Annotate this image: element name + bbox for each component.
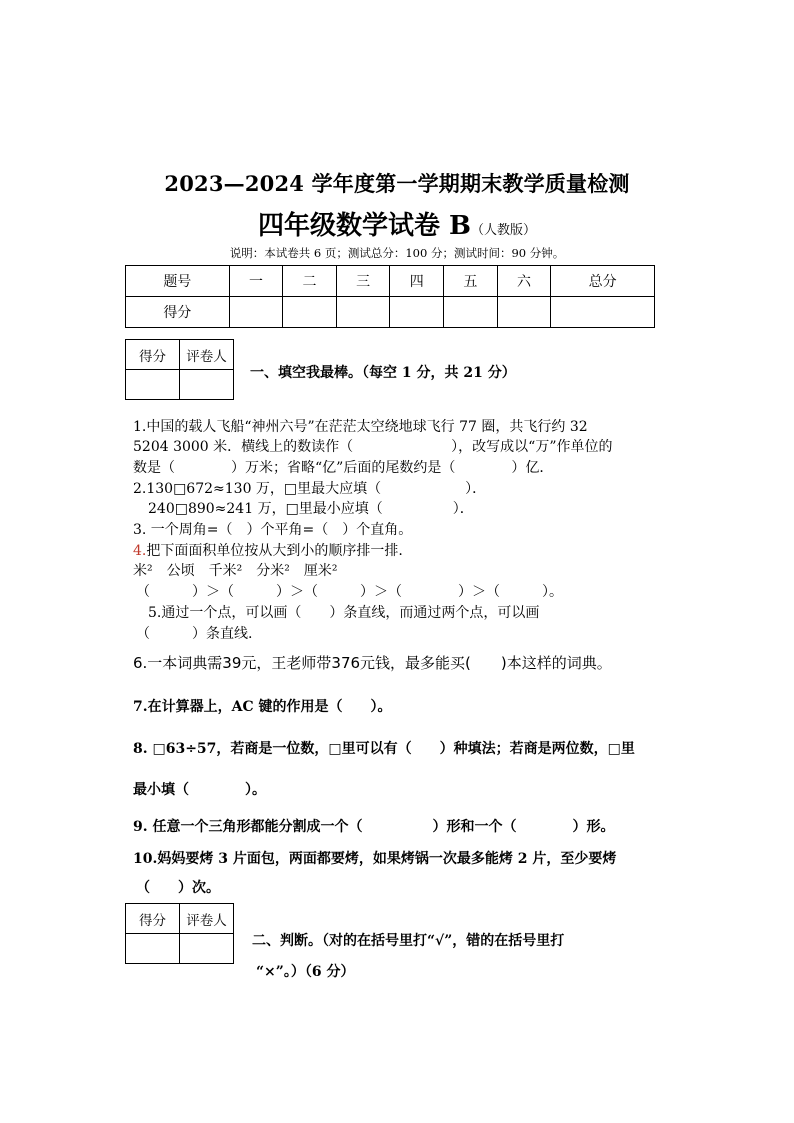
section1-heading: 一、填空我最棒。（每空 1 分，共 21 分） (250, 365, 516, 381)
score-entry-cell (336, 297, 390, 328)
grader-name-label: 评卷人 (180, 904, 234, 934)
score-table (125, 265, 655, 328)
grader-score-label: 得分 (126, 904, 180, 934)
score-cell: 题号 (126, 266, 230, 297)
exam-title: 2023—2024 学年度第一学期期末教学质量检测 (164, 171, 630, 196)
q6: 6.一本词典需39元，王老师带376元钱，最多能买( )本这样的词典。 (133, 654, 612, 672)
grader-box-section2 (125, 903, 234, 964)
q3: 3. 一个周角=（ ）个平角=（ ）个直角。 (133, 522, 413, 538)
q4-number: 4. (133, 543, 147, 559)
q9: 9. 任意一个三角形都能分割成一个（ ）形和一个（ ）形。 (133, 819, 615, 835)
q1-line1: 1.中国的载人飞船“神州六号”在茫茫太空绕地球飞行 77 圈，共飞行约 32 (133, 419, 588, 435)
q8-line1: 8. □63÷57，若商是一位数，□里可以有（ ）种填法；若商是两位数，□里 (133, 741, 635, 757)
q8-line2: 最小填（ ）。 (133, 782, 266, 798)
q5-line1: 5.通过一个点，可以画（ ）条直线，而通过两个点，可以画 (148, 605, 540, 621)
q2-line1: 2.130□672≈130 万，□里最大应填（ ）． (133, 481, 487, 497)
score-cell: 三 (336, 266, 390, 297)
q4-blanks: （ ）＞（ ）＞（ ）＞（ ）＞（ ）。 (136, 584, 563, 600)
q2-line2: 240□890≈241 万，□里最小应填（ ）． (148, 501, 474, 517)
subtitle-text: 四年级数学试卷 B (257, 211, 471, 241)
score-table-header-row (126, 266, 655, 297)
q4-units: 米² 公顷 千米² 分米² 厘米² (133, 563, 338, 579)
score-entry-cell (444, 297, 498, 328)
score-entry-cell (497, 297, 551, 328)
score-cell: 一 (229, 266, 283, 297)
score-entry-cell (283, 297, 337, 328)
q5-line2: （ ）条直线. (136, 626, 253, 642)
edition-label: （人教版） (471, 223, 537, 238)
section2-heading-line1: 二、判断。（对的在括号里打“√”，错的在括号里打 (252, 933, 565, 949)
score-cell: 四 (390, 266, 444, 297)
score-cell: 得分 (126, 297, 230, 328)
q4 (133, 540, 403, 560)
q10-line2: （ ）次。 (136, 880, 220, 896)
score-entry-cell (390, 297, 444, 328)
score-table-score-row (126, 297, 655, 328)
grader-score-label: 得分 (126, 340, 180, 370)
grader-name-label: 评卷人 (180, 340, 234, 370)
score-cell: 六 (497, 266, 551, 297)
q7: 7.在计算器上，AC 键的作用是（ ）。 (133, 699, 392, 715)
exam-note: 说明：本试卷共 6 页；测试总分：100 分；测试时间：90 分钟。 (229, 246, 565, 260)
grader-name-cell (180, 934, 234, 964)
score-entry-cell (551, 297, 655, 328)
grader-score-cell (126, 370, 180, 400)
q1-line3: 数是（ ）万米；省略“亿”后面的尾数约是（ ）亿． (133, 460, 554, 476)
grader-score-cell (126, 934, 180, 964)
grader-name-cell (180, 370, 234, 400)
score-cell: 总分 (551, 266, 655, 297)
section2-heading-line2: “×”。）（6 分） (256, 964, 355, 980)
exam-subtitle (0, 205, 794, 242)
score-entry-cell (229, 297, 283, 328)
score-cell: 二 (283, 266, 337, 297)
q10-line1: 10.妈妈要烤 3 片面包，两面都要烤，如果烤锅一次最多能烤 2 片，至少要烤 (133, 851, 617, 867)
score-cell: 五 (444, 266, 498, 297)
q4-text: 把下面面积单位按从大到小的顺序排一排. (146, 543, 403, 559)
grader-box-section1 (125, 339, 234, 400)
q1-line2: 5204 3000 米．横线上的数读作（ ），改写成以“万”作单位的 (133, 439, 613, 455)
